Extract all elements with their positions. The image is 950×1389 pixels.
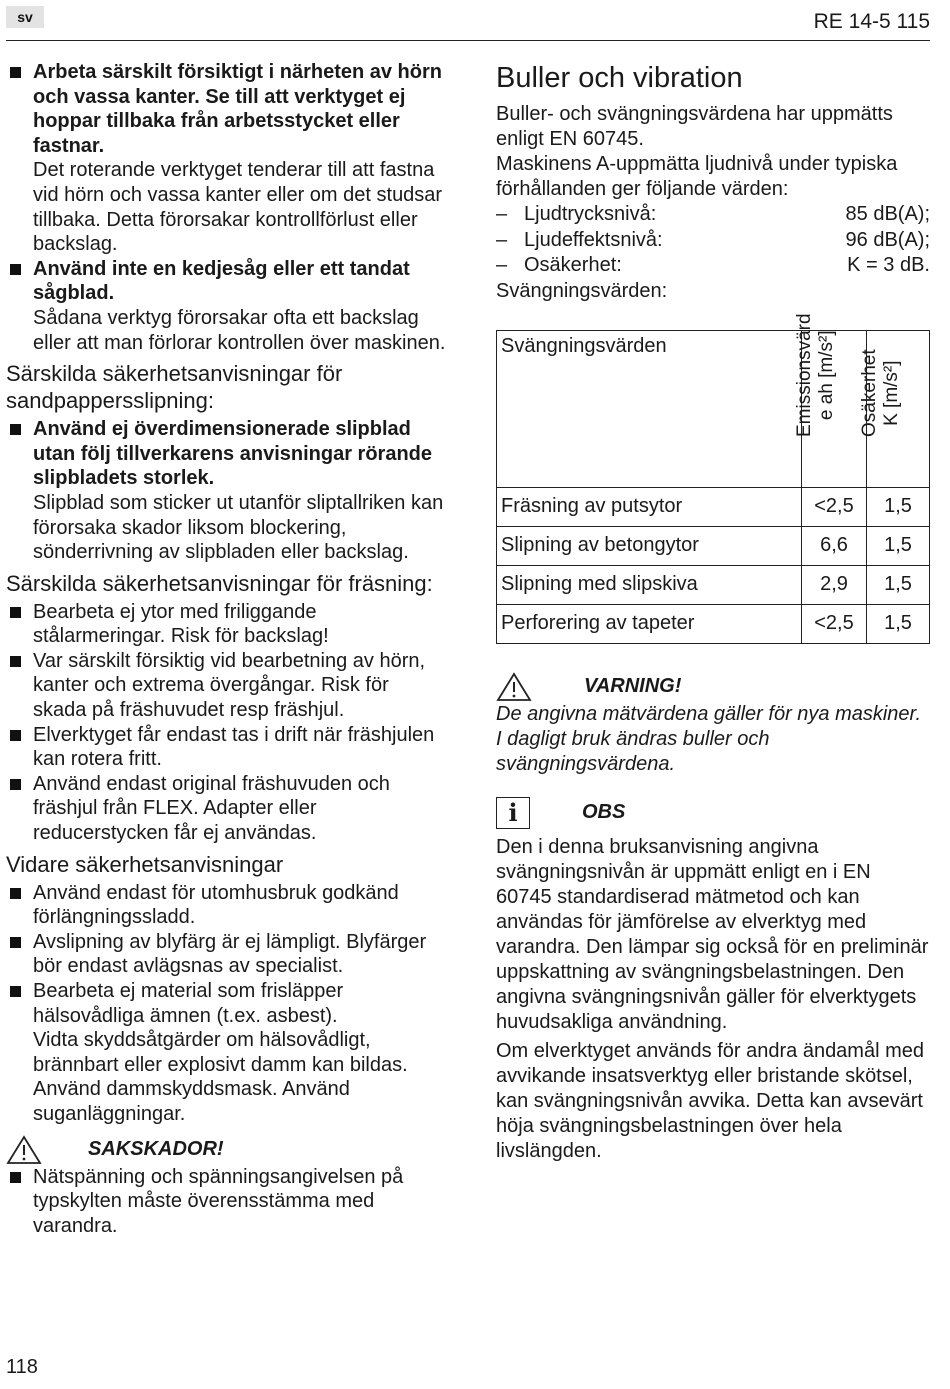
section-title: Buller och vibration xyxy=(496,62,743,94)
bullet-bold: Använd ej överdimensionerade slipblad utan följ tillverkarens anvisningar rörande slipbladets storlek. xyxy=(33,418,433,490)
info-header xyxy=(496,797,930,829)
table-head-uncertainty xyxy=(859,330,930,487)
warning-triangle-icon xyxy=(496,672,532,702)
caution-title: SAKSKADOR! xyxy=(88,1138,224,1161)
bullet-text: Sådana verktyg förorsakar ofta ett backslag eller att man förlorar kontrollen över maskinen. xyxy=(33,306,446,354)
paragraph: Svängningsvärden: xyxy=(496,279,668,302)
bullet-text: Bearbeta ej ytor med friliggande stålarmeringar. Risk för backslag! xyxy=(33,600,329,648)
table-row: Slipning med slipskiva 2,9 1,5 xyxy=(497,565,930,604)
table-head-emission xyxy=(794,312,867,487)
emission-label: Emissionsvärd e ah [m/s²] xyxy=(794,312,837,437)
bullet-text: Var särskilt försiktig vid bearbetning av hörn, kanter och extrema övergångar. Risk för skada på fräshuvudet resp fräshjul. xyxy=(33,649,426,722)
uncertainty-label: Osäkerhet K [m/s²] xyxy=(859,348,902,437)
list-item xyxy=(6,930,446,979)
list-item xyxy=(6,1165,446,1239)
info-paragraph: Den i denna bruksanvisning angivna svängningsnivån är uppmätt enligt en i EN 60745 standardiserad mätmetod och kan användas för jämförelse av elverktyg med varandra. Den lämpar sig också för en preliminär uppskattning av svängningsbelastningen. Den angivna svängningsnivån gäller för elverktygets huvudsakliga användning. xyxy=(496,835,929,1033)
level-value: K = 3 dB. xyxy=(847,254,930,276)
section-heading: Vidare säkerhetsanvisningar xyxy=(6,851,284,877)
level-label: Ljudtrycksnivå: xyxy=(524,203,657,225)
left-column xyxy=(6,60,446,1238)
level-label: Osäkerhet: xyxy=(524,254,622,276)
table-header-row xyxy=(497,330,930,487)
page-number: 118 xyxy=(6,1356,38,1378)
table-row: Fräsning av putsytor <2,5 1,5 xyxy=(497,487,930,526)
list-item xyxy=(6,600,446,649)
bullet-text: Slipblad som sticker ut utanför sliptallriken kan förorsaka skador liksom blockering, sönderrivning av slipbladen eller backslag. xyxy=(33,491,444,564)
section-heading: Särskilda säkerhetsanvisningar för sandpappersslipning: xyxy=(6,361,343,414)
level-row: – Osäkerhet: K = 3 dB. xyxy=(496,253,930,279)
section-heading: Särskilda säkerhetsanvisningar för fräsning: xyxy=(6,570,433,596)
level-row: – Ljudeffektsnivå: 96 dB(A); xyxy=(496,228,930,254)
list-item xyxy=(6,723,446,772)
bullet-bold: Använd inte en kedjesåg eller ett tandat sågblad. xyxy=(33,257,410,305)
language-tag: sv xyxy=(6,6,44,28)
bullet-text: Avslipning av blyfärg är ej lämpligt. Blyfärger bör endast avlägsnas av specialist. xyxy=(33,930,427,978)
table-head-cell xyxy=(497,330,802,487)
vibration-table xyxy=(496,312,930,644)
bullet-bold: Arbeta särskilt försiktigt i närheten av hörn och vassa kanter. Se till att verktyget ej hoppar tillbaka från arbetsstycket eller fastnar. xyxy=(33,61,442,157)
list-item xyxy=(6,257,446,355)
warning-title: VARNING! xyxy=(584,675,682,697)
paragraph: Maskinens A-uppmätta ljudnivå under typiska förhållanden ger följande värden: xyxy=(496,153,898,200)
header-rule xyxy=(6,40,930,41)
paragraph: Buller- och svängningsvärdena har uppmätts enligt EN 60745. xyxy=(496,103,893,150)
bullet-text: Använd endast original fräshuvuden och fräshjul från FLEX. Adapter eller reducerstycken får ej användas. xyxy=(33,772,390,845)
level-row: – Ljudtrycksnivå: 85 dB(A); xyxy=(496,202,930,228)
list-item xyxy=(6,979,446,1127)
warning-text: De angivna mätvärdena gäller för nya maskiner. I dagligt bruk ändras buller och svängningsvärdena. xyxy=(496,702,922,775)
info-title: OBS xyxy=(582,801,626,823)
list-item xyxy=(6,881,446,930)
info-icon: i xyxy=(496,797,530,829)
level-label: Ljudeffektsnivå: xyxy=(524,228,663,251)
list-item xyxy=(6,417,446,565)
warning-triangle-icon xyxy=(6,1135,42,1165)
model-number: RE 14-5 115 xyxy=(813,10,930,33)
bullet-text: Det roterande verktyget tenderar till att fastna vid hörn och vassa kanter eller om det studsar tillbaka. Detta förorsakar kontrollförlust eller backslag. xyxy=(33,159,443,256)
bullet-text: Använd endast för utomhusbruk godkänd förlängningssladd. xyxy=(33,881,399,929)
list-item xyxy=(6,772,446,846)
bullet-text: Elverktyget får endast tas i drift när fräshjulen kan rotera fritt. xyxy=(33,723,435,771)
warning-header xyxy=(496,672,930,702)
list-item xyxy=(6,60,446,257)
info-paragraph: Om elverktyget används för andra ändamål med avvikande insatsverktyg eller bristande skötsel, kan svängningsnivån avvika. Detta kan avsevärt höja svängningsbelastningen över hela livslängden. xyxy=(496,1039,924,1162)
table-head-label: Svängningsvärden xyxy=(501,334,667,357)
list-item xyxy=(6,649,446,723)
level-value: 85 dB(A); xyxy=(845,203,930,225)
bullet-subtext: Vidta skyddsåtgärder om hälsovådligt, brännbart eller explosivt damm kan bildas. Använd dammskyddsmask. Använd suganläggningar. xyxy=(33,1029,408,1125)
table-row: Slipning av betongytor 6,6 1,5 xyxy=(497,526,930,565)
caution-header xyxy=(6,1135,446,1165)
bullet-text: Bearbeta ej material som frisläpper hälsovådliga ämnen (t.ex. asbest). xyxy=(33,980,344,1027)
table-row: Perforering av tapeter <2,5 1,5 xyxy=(497,604,930,643)
bullet-text: Nätspänning och spänningsangivelsen på typskylten måste överensstämma med varandra. xyxy=(33,1165,404,1237)
right-column xyxy=(496,60,930,1164)
level-value: 96 dB(A); xyxy=(845,228,930,251)
